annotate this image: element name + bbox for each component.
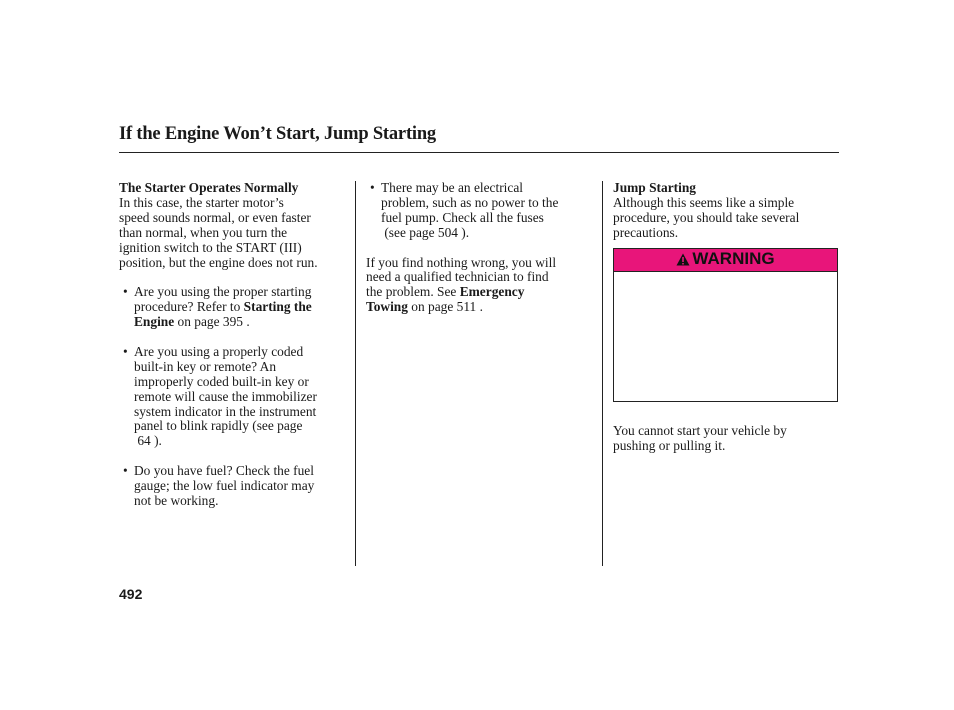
intro-line: speed sounds normal, or even faster	[119, 209, 311, 225]
bullet-line: remote will cause the immobilizer	[134, 388, 317, 404]
warning-label: WARNING	[692, 249, 775, 269]
para-line: the problem. See Emergency	[366, 284, 525, 300]
column-1	[119, 181, 349, 509]
para-line: If you find nothing wrong, you will	[366, 254, 557, 270]
bullet-icon: •	[123, 284, 128, 300]
bullet-line: There may be an electrical	[381, 180, 524, 195]
bullet-fuel	[119, 464, 349, 509]
bullet-line: Are you using the proper starting	[134, 284, 312, 300]
column-2	[366, 181, 588, 315]
after-line: pushing or pulling it.	[613, 437, 726, 453]
warning-header	[614, 249, 837, 272]
bullet-line: gauge; the low fuel indicator may	[134, 478, 315, 494]
column-divider-1	[355, 181, 356, 566]
link-emergency-towing-cont: Towing	[366, 299, 408, 315]
bullet-icon: •	[123, 463, 128, 479]
intro-line: procedure, you should take several	[613, 209, 800, 225]
warning-triangle-icon	[676, 253, 690, 266]
para-line: Towing on page 511 .	[366, 299, 483, 315]
intro-line: In this case, the starter motor’s	[119, 194, 284, 210]
bullet-line: 64 ).	[134, 433, 162, 449]
bullet-icon: •	[123, 343, 128, 359]
page-number: 492	[119, 586, 143, 602]
bullet-line: built-in key or remote? An	[134, 358, 277, 374]
intro-line: position, but the engine does not run.	[119, 254, 318, 270]
bullet-line: Do you have fuel? Check the fuel	[134, 463, 314, 479]
bullet-electrical	[366, 181, 588, 241]
section-heading-jump: Jump Starting	[613, 180, 696, 195]
bullet-starting-procedure	[119, 285, 349, 330]
bullet-icon: •	[370, 180, 375, 195]
intro-line: than normal, when you turn the	[119, 224, 288, 240]
bullet-line: system indicator in the instrument	[134, 403, 317, 419]
bullet-line: Engine on page 395 .	[134, 314, 250, 330]
para-line: need a qualified technician to find	[366, 269, 549, 285]
bullet-line: not be working.	[134, 492, 219, 508]
bullet-line: (see page 504 ).	[381, 224, 470, 240]
bullet-coded-key	[119, 345, 349, 449]
after-line: You cannot start your vehicle by	[613, 422, 787, 438]
title-rule	[119, 152, 839, 153]
bullet-line: procedure? Refer to Starting the	[134, 299, 312, 315]
column-divider-2	[602, 181, 603, 566]
intro-line: ignition switch to the START (III)	[119, 239, 302, 255]
intro-line: Although this seems like a simple	[613, 194, 795, 210]
link-starting-engine: Starting the	[243, 299, 312, 315]
bullet-line: Are you using a properly coded	[134, 343, 304, 359]
intro-line: precautions.	[613, 224, 679, 240]
bullet-line: improperly coded built-in key or	[134, 373, 309, 389]
warning-box	[613, 248, 838, 402]
column-3	[613, 181, 841, 453]
link-emergency-towing: Emergency	[459, 284, 525, 300]
link-starting-engine-cont: Engine	[134, 314, 175, 330]
section-heading-starter: The Starter Operates Normally	[119, 180, 299, 195]
bullet-line: panel to blink rapidly (see page	[134, 418, 303, 434]
bullet-line: fuel pump. Check all the fuses	[381, 209, 544, 225]
page-title: If the Engine Won’t Start, Jump Starting	[119, 124, 436, 144]
bullet-line: problem, such as no power to the	[381, 194, 559, 210]
